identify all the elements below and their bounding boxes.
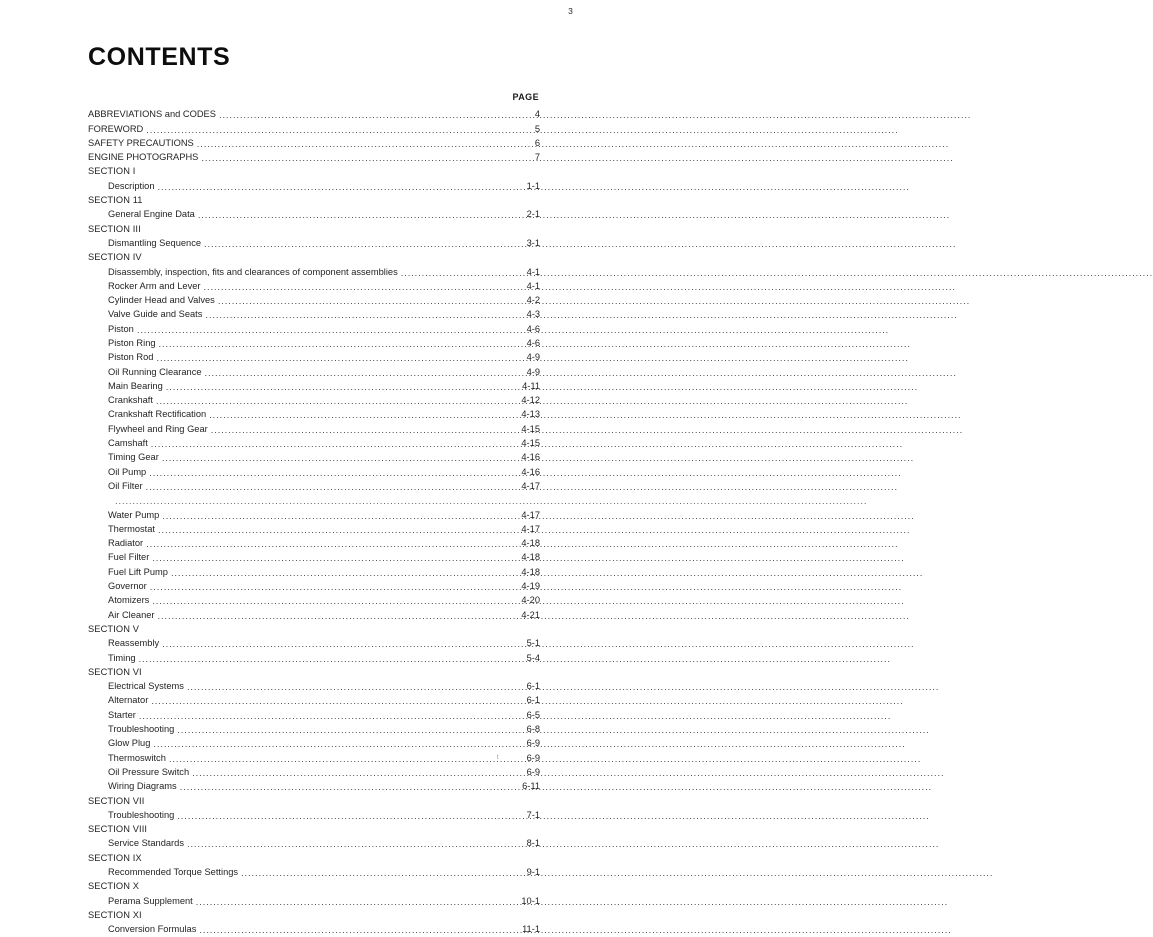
toc-dot-leader	[205, 311, 516, 322]
toc-entry-row[interactable]	[88, 479, 540, 493]
toc-dot-leader	[204, 239, 516, 250]
toc-entry-label: Valve Guide and Seats	[108, 309, 203, 320]
toc-dot-leader	[211, 425, 516, 436]
toc-dot-leader	[166, 382, 516, 393]
toc-dot-leader	[158, 525, 516, 536]
toc-entry-label: Crankshaft Rectification	[108, 409, 207, 420]
toc-entry-label: Main Bearing	[108, 380, 163, 391]
toc-entry-row[interactable]	[88, 422, 540, 436]
table-of-contents-list	[88, 107, 540, 936]
toc-dot-leader	[156, 396, 516, 407]
toc-page-number: 4-20	[521, 595, 540, 606]
toc-page-number: 4-15	[521, 423, 540, 434]
toc-page-number: 4-18	[521, 538, 540, 549]
toc-entry-row[interactable]	[88, 350, 540, 364]
toc-dot-leader	[171, 568, 516, 579]
toc-entry-label: Description	[108, 180, 155, 191]
toc-entry-row[interactable]	[88, 722, 540, 736]
toc-dot-leader	[209, 411, 516, 422]
toc-entry-label: SECTION VII	[88, 795, 145, 806]
toc-entry-row[interactable]	[88, 336, 540, 350]
toc-dot-leader	[158, 182, 516, 193]
toc-page-number: 7-1	[526, 809, 540, 820]
toc-page-number: 6	[534, 137, 540, 148]
toc-entry-row[interactable]	[88, 779, 540, 793]
toc-page-number: 7	[534, 152, 540, 163]
toc-dot-leader	[218, 296, 516, 307]
toc-dot-leader	[204, 282, 517, 293]
toc-entry-row[interactable]	[88, 207, 540, 221]
toc-entry-label: Oil Running Clearance	[108, 366, 202, 377]
toc-entry-label: Disassembly, inspection, fits and clearances of component assemblies	[108, 266, 398, 277]
toc-dot-leader	[115, 497, 538, 508]
toc-dot-leader	[137, 325, 516, 336]
toc-dot-leader	[150, 582, 516, 593]
toc-page-number: 4	[534, 109, 540, 120]
toc-dot-leader	[187, 682, 516, 693]
toc-entry-label: ENGINE PHOTOGRAPHS	[88, 152, 199, 163]
toc-page-number: 11-1	[522, 924, 540, 935]
toc-page-number: 5	[534, 123, 540, 134]
toc-dot-leader	[201, 153, 516, 164]
toc-entry-label: Dismantling Sequence	[108, 237, 202, 248]
toc-section-header	[88, 822, 540, 836]
toc-section-header	[88, 908, 540, 922]
toc-entry-label: Thermostat	[108, 523, 156, 534]
toc-page-number: 6-5	[526, 709, 540, 720]
toc-entry-row[interactable]	[88, 536, 540, 550]
toc-section-header	[88, 250, 540, 264]
toc-dot-leader	[156, 354, 516, 365]
toc-dot-leader	[139, 654, 516, 665]
toc-entry-label: Timing	[108, 652, 136, 663]
toc-entry-label: FOREWORD	[88, 123, 144, 134]
toc-entry-row[interactable]	[88, 450, 540, 464]
toc-dot-leader	[151, 439, 516, 450]
toc-entry-label: Troubleshooting	[108, 724, 175, 735]
toc-entry-label: Crankshaft	[108, 395, 153, 406]
toc-page-number: 6-1	[526, 695, 540, 706]
toc-section-header	[88, 851, 540, 865]
toc-page-number: 4-9	[526, 352, 540, 363]
toc-dot-leader	[401, 268, 516, 279]
toc-entry-label: Glow Plug	[108, 738, 151, 749]
toc-entry-row[interactable]	[88, 179, 540, 193]
toc-page-number: 4-6	[526, 338, 540, 348]
toc-page-number: 4-16	[521, 452, 540, 463]
toc-dot-leader	[149, 468, 516, 479]
toc-entry-label: Service Standards	[108, 838, 184, 849]
toc-page-number: 4-15	[521, 438, 540, 449]
toc-page-number: 4-17	[521, 523, 540, 534]
toc-entry-label: SECTION III	[88, 223, 141, 234]
scan-artifact-mark: t	[497, 755, 499, 761]
toc-entry-label: Electrical Systems	[108, 681, 184, 692]
toc-page-number: 4-19	[521, 581, 540, 592]
toc-page-number: 1-1	[526, 180, 540, 191]
toc-page-number: 4-1	[526, 266, 540, 277]
toc-entry-label: SECTION VI	[88, 666, 142, 677]
contents-body	[88, 44, 540, 936]
toc-entry-row[interactable]	[88, 307, 540, 321]
toc-dot-leader	[187, 840, 516, 851]
toc-section-header	[88, 879, 540, 893]
toc-entry-label: Piston Rod	[108, 352, 154, 363]
toc-dot-leader	[151, 697, 516, 708]
toc-page-number: 5-1	[526, 638, 540, 649]
toc-entry-row[interactable]	[88, 550, 540, 564]
toc-entry-label: SECTION VIII	[88, 824, 148, 835]
toc-dot-leader	[162, 511, 516, 522]
toc-page-number: 6-9	[526, 766, 540, 777]
toc-entry-label: Governor	[108, 581, 147, 592]
toc-blank-leader-row	[88, 493, 540, 507]
toc-entry-row[interactable]	[88, 593, 540, 607]
toc-entry-label: Water Pump	[108, 509, 160, 520]
toc-section-header	[88, 794, 540, 808]
toc-dot-leader	[198, 211, 516, 222]
toc-page-number: 6-9	[526, 738, 540, 749]
toc-entry-label: Troubleshooting	[108, 809, 175, 820]
toc-entry-row[interactable]	[88, 679, 540, 693]
toc-section-header	[88, 622, 540, 636]
toc-page-number: 3-1	[526, 237, 540, 248]
toc-page-number: 4-18	[521, 552, 540, 563]
toc-page-number: 4-11	[522, 380, 540, 391]
toc-dot-leader	[192, 768, 516, 779]
toc-dot-leader	[197, 139, 516, 150]
toc-entry-row[interactable]	[88, 565, 540, 579]
toc-entry-row[interactable]	[88, 736, 540, 750]
toc-entry-row[interactable]	[88, 322, 540, 336]
toc-page-number: 2-1	[526, 209, 540, 220]
toc-entry-row[interactable]	[88, 293, 540, 307]
toc-dot-leader	[146, 539, 516, 550]
toc-entry-row[interactable]	[88, 150, 540, 164]
toc-section-header	[88, 665, 540, 679]
toc-dot-leader	[241, 868, 516, 879]
toc-page-number: 4-18	[521, 566, 540, 577]
toc-entry-label: Piston	[108, 323, 134, 334]
toc-page-number: 4-6	[526, 323, 540, 334]
toc-entry-label: Alternator	[108, 695, 149, 706]
page-folio-number: 3	[568, 6, 573, 16]
toc-entry-row[interactable]	[88, 708, 540, 722]
toc-entry-label: SECTION 11	[88, 195, 143, 206]
toc-entry-label: Recommended Torque Settings	[108, 866, 239, 877]
toc-page-number: 4-17	[521, 509, 540, 520]
toc-dot-leader	[205, 368, 516, 379]
toc-entry-row[interactable]	[88, 279, 540, 293]
toc-entry-label: General Engine Data	[108, 209, 195, 220]
toc-entry-label: Reassembly	[108, 638, 160, 649]
toc-entry-label: Camshaft	[108, 438, 148, 449]
toc-page-number: 4-17	[521, 480, 540, 491]
page-title: CONTENTS	[88, 43, 231, 71]
toc-dot-leader	[196, 897, 516, 908]
toc-section-header	[88, 222, 540, 236]
toc-entry-label: Radiator	[108, 538, 144, 549]
page-column-header: PAGE	[512, 92, 539, 103]
toc-page-number: 4-3	[526, 309, 540, 320]
toc-entry-row[interactable]	[88, 922, 540, 936]
toc-entry-label: SECTION V	[88, 623, 140, 634]
toc-entry-label: SECTION X	[88, 881, 140, 892]
toc-entry-label: Rocker Arm and Lever	[108, 280, 201, 291]
toc-entry-label: Oil Filter	[108, 480, 143, 491]
toc-entry-row[interactable]	[88, 636, 540, 650]
toc-page-number: 6-8	[526, 724, 540, 735]
toc-page-number: 6-1	[526, 681, 540, 692]
toc-dot-leader	[219, 111, 516, 122]
toc-entry-label: ABBREVIATIONS and CODES	[88, 109, 216, 120]
toc-entry-label: Oil Pressure Switch	[108, 766, 190, 777]
toc-entry-label: Fuel Lift Pump	[108, 566, 168, 577]
toc-dot-leader	[169, 754, 516, 765]
toc-entry-row[interactable]	[88, 765, 540, 779]
toc-dot-leader	[139, 711, 516, 722]
toc-entry-label: Cylinder Head and Valves	[108, 295, 215, 306]
toc-dot-leader	[152, 554, 516, 565]
toc-dot-leader	[177, 811, 516, 822]
toc-section-header	[88, 164, 540, 178]
toc-entry-row[interactable]	[88, 265, 540, 279]
toc-entry-label: Fuel Filter	[108, 552, 150, 563]
toc-dot-leader	[199, 925, 516, 936]
toc-entry-row[interactable]	[88, 693, 540, 707]
toc-dot-leader	[159, 339, 516, 350]
toc-entry-row[interactable]	[88, 508, 540, 522]
toc-dot-leader	[162, 454, 516, 465]
toc-entry-label: Piston Ring	[108, 338, 156, 348]
toc-entry-label: Wiring Diagrams	[108, 781, 177, 792]
toc-entry-row[interactable]	[88, 579, 540, 593]
toc-page-number: 5-4	[526, 652, 540, 663]
toc-entry-row[interactable]	[88, 379, 540, 393]
toc-entry-row[interactable]	[88, 436, 540, 450]
toc-entry-label: Starter	[108, 709, 136, 720]
toc-entry-label: SECTION IX	[88, 852, 142, 863]
toc-entry-label: SECTION IV	[88, 252, 142, 263]
toc-page-number: 4-16	[521, 466, 540, 477]
toc-entry-label: Air Cleaner	[108, 609, 155, 620]
toc-dot-leader	[162, 640, 516, 651]
toc-entry-row[interactable]	[88, 136, 540, 150]
toc-page-number: 9-1	[526, 866, 540, 877]
toc-entry-label: Atomizers	[108, 595, 150, 606]
toc-page-number: 8-1	[526, 838, 540, 849]
toc-entry-row[interactable]	[88, 865, 540, 879]
toc-dot-leader	[180, 783, 516, 794]
toc-page-number: 4-1	[526, 280, 540, 291]
toc-dot-leader	[152, 597, 516, 608]
toc-entry-row[interactable]	[88, 608, 540, 622]
toc-entry-label: Perama Supplement	[108, 895, 193, 906]
toc-entry-label: SECTION XI	[88, 909, 142, 920]
toc-dot-leader	[177, 725, 516, 736]
toc-entry-row[interactable]	[88, 365, 540, 379]
toc-entry-row[interactable]	[88, 836, 540, 850]
toc-dot-leader	[146, 482, 516, 493]
toc-page-number: 6-11	[522, 781, 540, 792]
toc-page-number: 4-9	[526, 366, 540, 377]
toc-page-number: 10-1	[521, 895, 540, 906]
toc-dot-leader	[158, 611, 516, 622]
toc-dot-leader	[146, 125, 516, 136]
toc-entry-row[interactable]	[88, 122, 540, 136]
toc-entry-row[interactable]	[88, 894, 540, 908]
toc-entry-row[interactable]	[88, 407, 540, 421]
toc-entry-row[interactable]	[88, 107, 540, 121]
toc-entry-label: SAFETY PRECAUTIONS	[88, 137, 194, 148]
toc-page-number: 6-9	[526, 752, 540, 763]
toc-entry-row[interactable]	[88, 393, 540, 407]
toc-page-number: 4-13	[521, 409, 540, 420]
toc-page-number: 4-21	[521, 609, 540, 620]
toc-entry-row[interactable]	[88, 751, 540, 765]
toc-entry-row[interactable]	[88, 808, 540, 822]
toc-section-header	[88, 193, 540, 207]
toc-page-number: 4-12	[521, 395, 540, 406]
toc-entry-label: Flywheel and Ring Gear	[108, 423, 208, 434]
toc-entry-label: Timing Gear	[108, 452, 159, 463]
toc-entry-row[interactable]	[88, 465, 540, 479]
toc-entry-label: Oil Pump	[108, 466, 147, 477]
toc-entry-label: Thermoswitch	[108, 752, 166, 763]
toc-page-number: 4-2	[526, 295, 540, 306]
toc-entry-row[interactable]	[88, 522, 540, 536]
toc-entry-label: SECTION I	[88, 166, 136, 177]
toc-entry-row[interactable]	[88, 236, 540, 250]
toc-entry-row[interactable]	[88, 651, 540, 665]
toc-dot-leader	[153, 740, 516, 751]
toc-entry-label: Conversion Formulas	[108, 924, 197, 935]
